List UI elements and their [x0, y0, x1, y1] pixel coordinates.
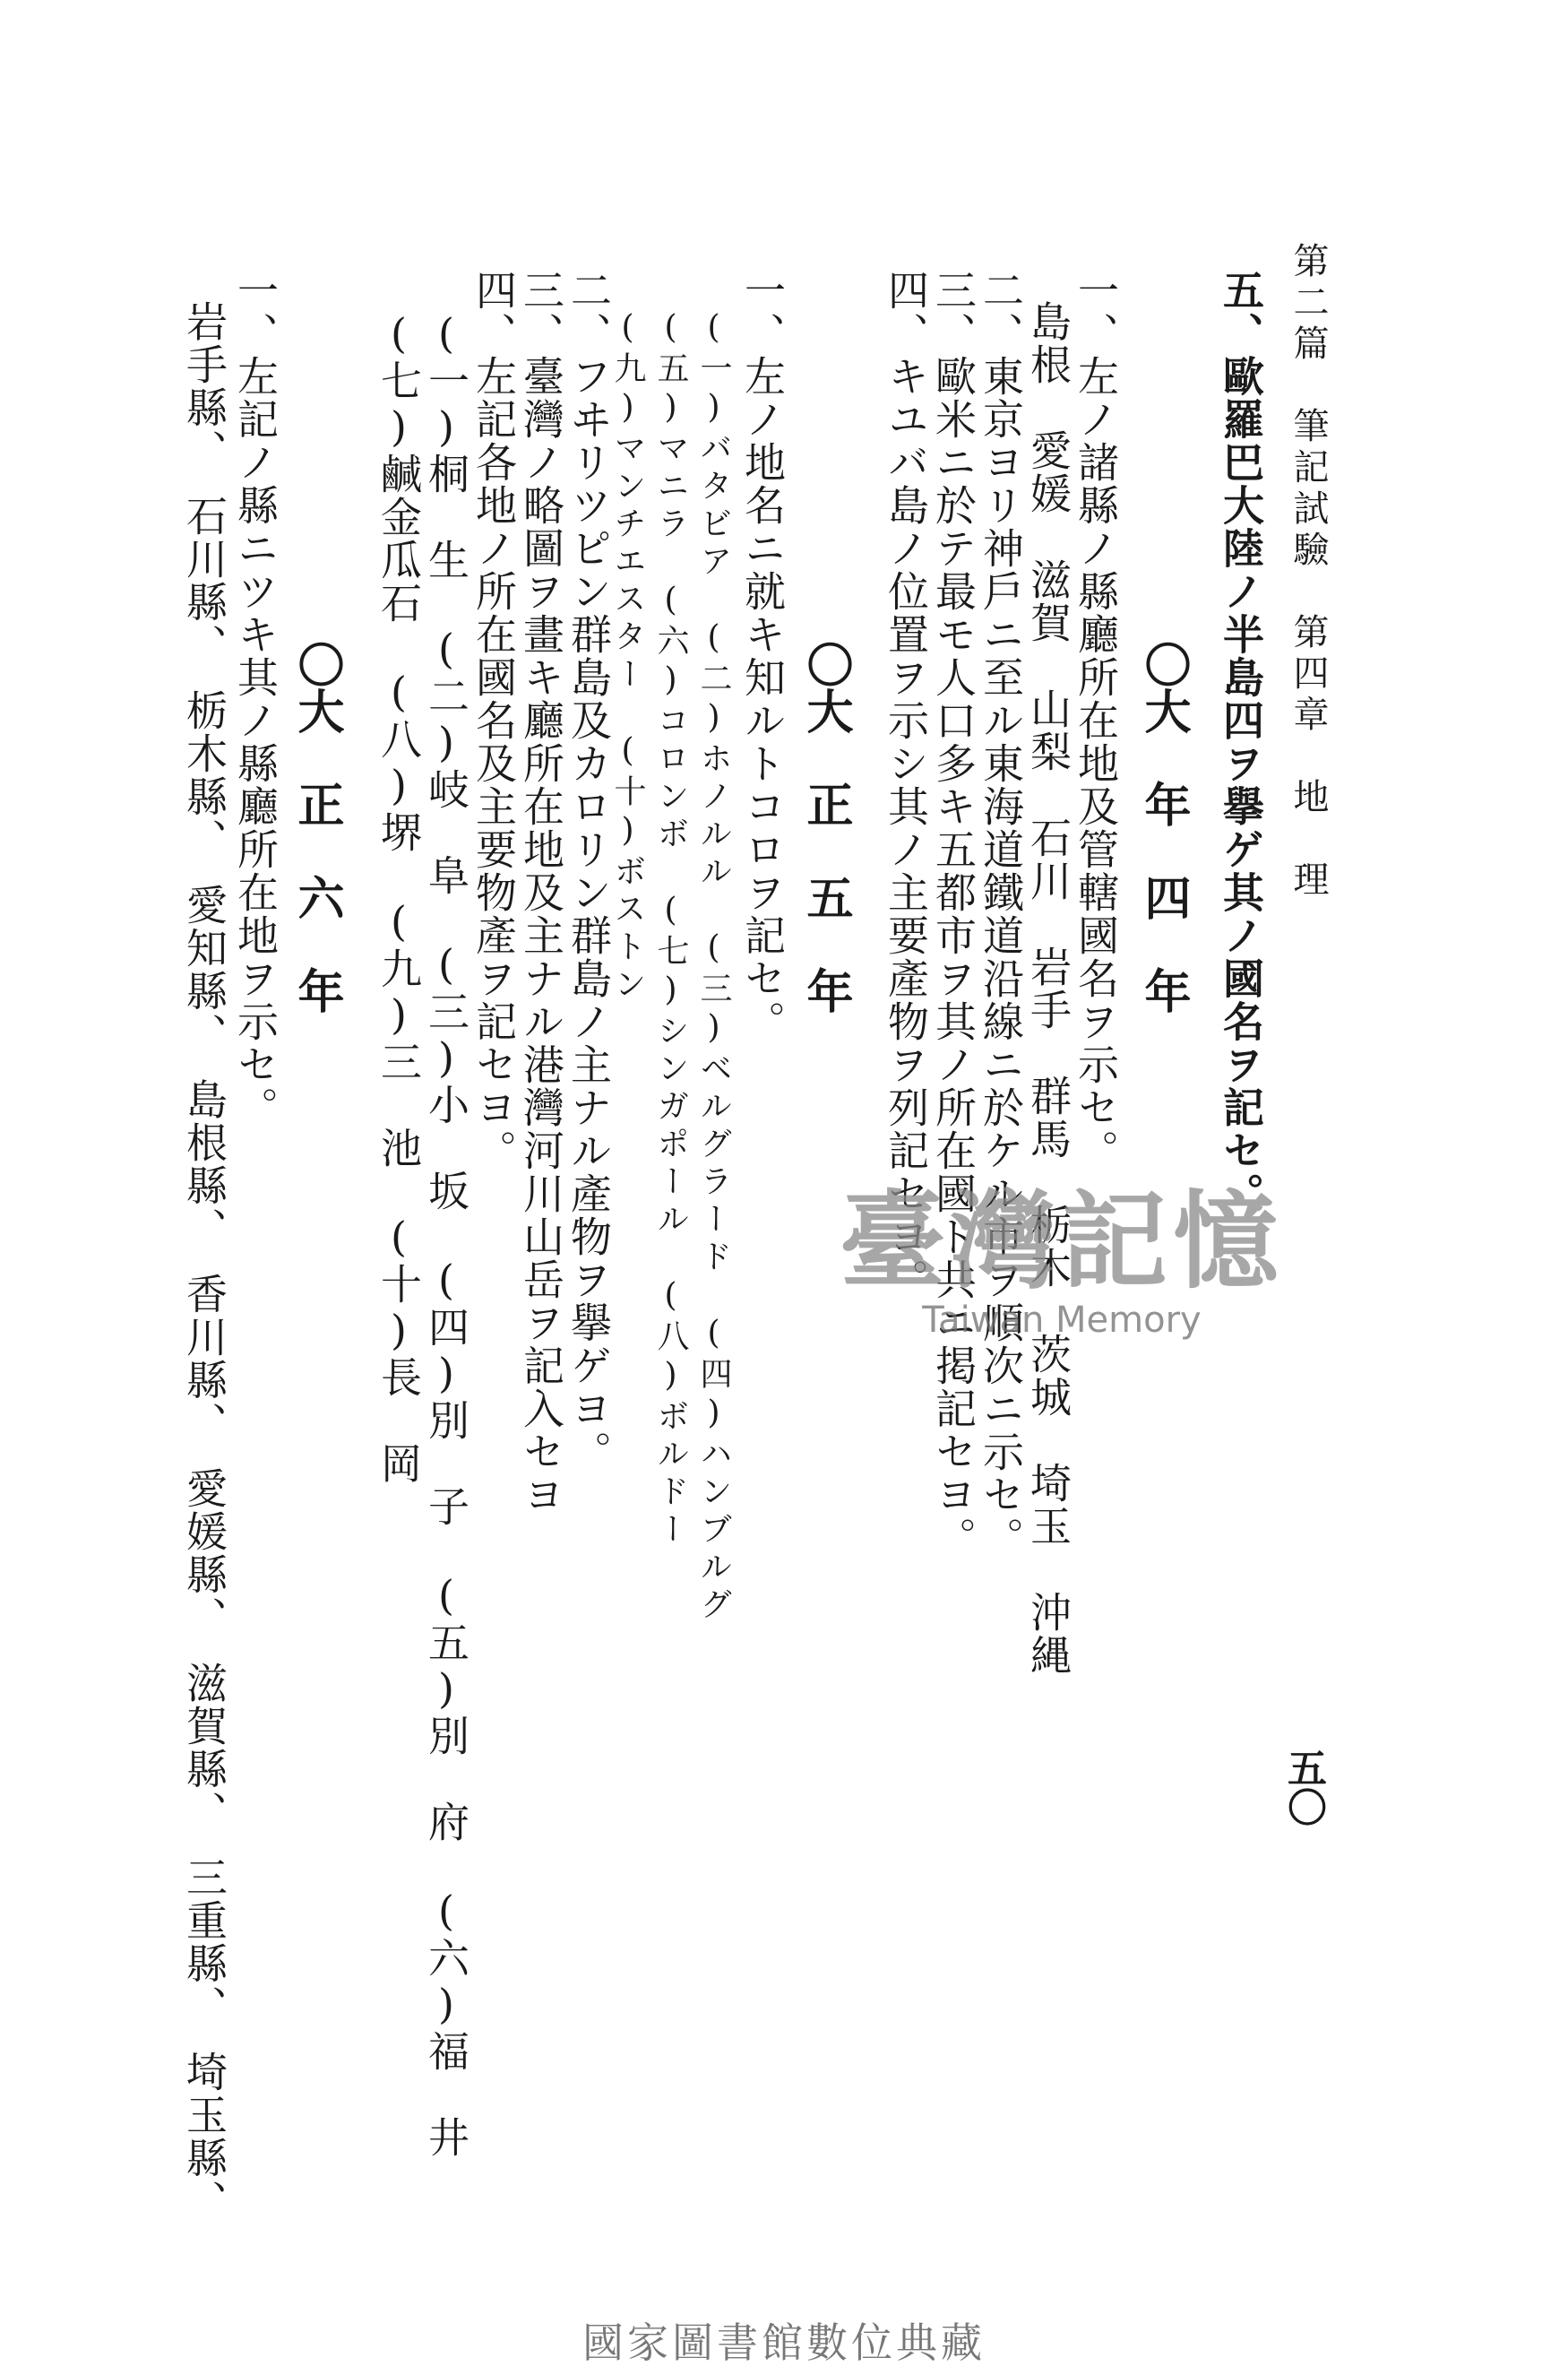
watermark-english-text: Taiwan Memory — [922, 1299, 1202, 1341]
location-list-column-1: (一)桐 生 (二)岐 阜 (三)小 坂 (四)別 子 (五)別 府 (六)福 井 — [422, 309, 470, 2159]
place-list-column-2: (五)マニラ (六)コロンボ (七)シンガポール (八)ボルドー — [652, 309, 689, 1550]
section-heading-taisho-4: 〇大 年 四 年 — [1136, 641, 1191, 1014]
place-list-column-1: (一)バタビア (二)ホノルル (三)ベルグラード (四)ハンブルグ — [695, 309, 732, 1625]
question-1-place-names: 一、左ノ地名ニ就キ知ルトコロヲ記セ。 — [738, 269, 787, 1043]
location-list-column-2: (七)鹹金瓜石 (八)堺 (九)三 池 (十)長 岡 — [375, 309, 423, 1485]
question-4-cuba-products: 四、キユバ島ノ位置ヲ示シ其ノ主要產物ヲ列記セヨ。 — [882, 269, 930, 1301]
taiwan-memory-watermark — [824, 1179, 1299, 1341]
prefecture-list-taisho-6: 岩手縣、 石川縣、 栃木縣、 愛知縣、 島根縣、 香川縣、 愛媛縣、 滋賀縣、 三重縣、 埼玉縣、 — [180, 300, 228, 2223]
section-heading-taisho-5: 〇大 正 五 年 — [798, 641, 853, 1014]
question-1-prefecture-capitals-taisho-6: 一、左記ノ縣ニツキ其ノ縣廳所在地ヲ示セ。 — [231, 269, 280, 1129]
place-list-column-3: (九)マンチエスター (十)ボストン — [609, 309, 646, 1005]
watermark-chinese-text: 臺灣記憶 — [839, 1179, 1284, 1303]
library-footer: 國家圖書館數位典藏 — [582, 2319, 986, 2367]
page-number: 五〇 — [1280, 1748, 1326, 1827]
question-2-tokaido-line-cities: 二、東京ヨリ神戶ニ至ル東海道鐵道沿線ニ於ケル市ヲ順次ニ示セ。 — [977, 269, 1025, 1559]
question-5-europe-peninsulas: 五、歐羅巴大陸ノ半島四ヲ擧ゲ其ノ國名ヲ記セ。 — [1217, 269, 1265, 1215]
question-1-prefecture-capitals: 一、左ノ諸縣ノ縣廳所在地及管轄國名ヲ示セ。 — [1072, 269, 1120, 1172]
question-4-locations-products: 四、左記各地ノ所在國名及主要物產ヲ記セヨ。 — [470, 269, 518, 1172]
section-heading-taisho-6: 〇大 正 六 年 — [289, 641, 344, 1014]
question-3-taiwan-map: 三、臺灣ノ略圖ヲ畫キ廳所在地及主ナル港灣河川山岳ヲ記入セヨ — [517, 269, 565, 1516]
prefecture-list-taisho-4: 島根 愛媛 滋賀 山梨 石川 岩手 群馬 栃木 茨城 埼玉 沖縄 — [1024, 300, 1073, 1677]
running-header: 第二篇 筆記試驗 第四章 地 理 — [1288, 242, 1329, 902]
question-2-philippine-caroline-products: 二、フヰリツピン群島及カロリン群島ノ主ナル產物ヲ擧ゲヨ。 — [564, 269, 613, 1473]
question-3-largest-cities: 三、歐米ニ於テ最モ人口多キ五都市ヲ其ノ所在國ト共ニ掲記セヨ。 — [929, 269, 978, 1559]
